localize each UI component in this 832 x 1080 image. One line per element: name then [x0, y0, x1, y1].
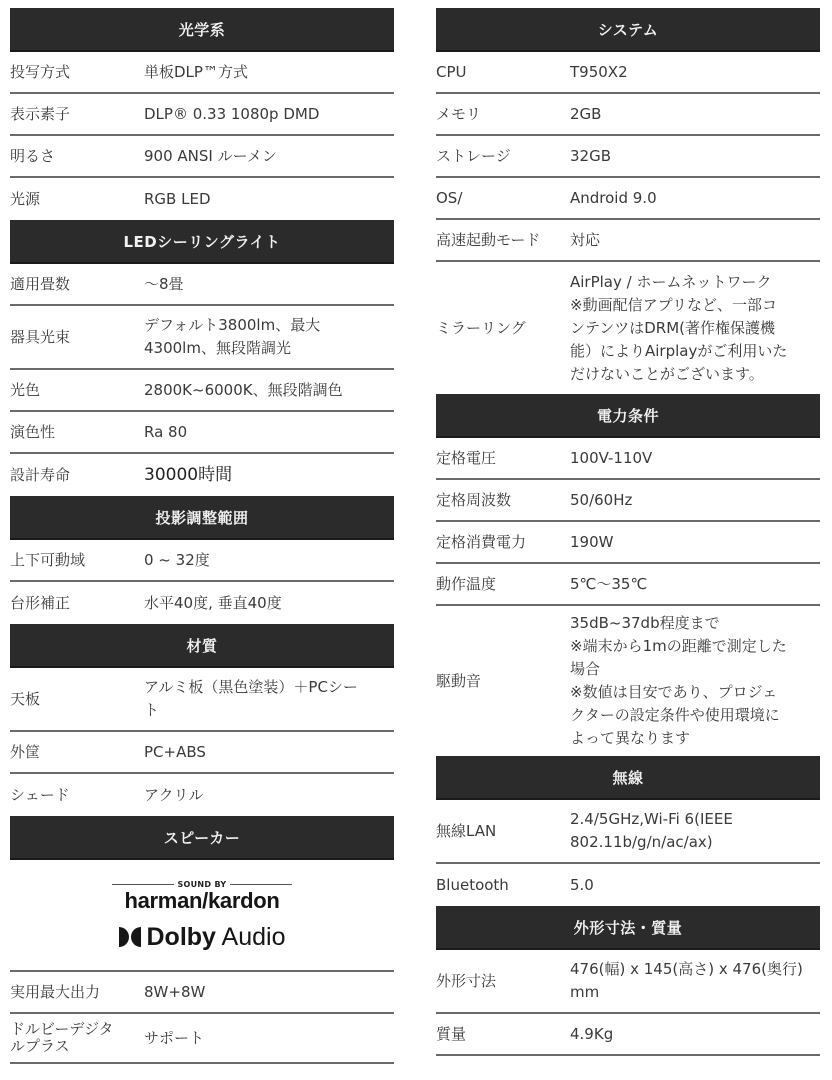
- spec-value-line: ト: [144, 701, 160, 719]
- spec-value: PC+ABS: [144, 742, 206, 761]
- spec-value: アクリル: [144, 785, 204, 804]
- spec-value: [144, 308, 394, 366]
- spec-column-right: [436, 8, 820, 1056]
- spec-row: [10, 178, 394, 220]
- spec-label: 天板: [10, 689, 41, 708]
- spec-row: [436, 864, 820, 906]
- spec-row: [10, 370, 394, 412]
- spec-value: 900 ANSI ルーメン: [144, 146, 277, 165]
- spec-row: [436, 950, 820, 1014]
- spec-value: 水平40度, 垂直40度: [144, 593, 282, 612]
- spec-row: [436, 438, 820, 480]
- spec-label: 外形寸法: [436, 971, 497, 990]
- spec-value: 50/60Hz: [570, 490, 633, 509]
- spec-label: ストレージ: [436, 146, 511, 165]
- spec-label: ミラーリング: [436, 318, 526, 337]
- spec-label: 光色: [10, 380, 41, 399]
- spec-row: [436, 262, 820, 394]
- spec-value: 8W+8W: [144, 982, 206, 1001]
- spec-value: 100V-110V: [570, 448, 653, 467]
- spec-label: 動作温度: [436, 574, 497, 593]
- spec-value-line: AirPlay / ホームネットワーク: [570, 272, 772, 291]
- spec-value: サポート: [144, 1028, 205, 1047]
- spec-row: [10, 306, 394, 370]
- logo-rule: [112, 884, 174, 885]
- spec-label: 定格消費電力: [436, 532, 527, 551]
- spec-label: 台形補正: [10, 593, 71, 612]
- spec-row: [436, 1014, 820, 1056]
- spec-label: 高速起動モード: [436, 230, 541, 249]
- spec-value: [570, 952, 820, 1010]
- spec-value: 対応: [570, 230, 601, 249]
- section-header-speaker: スピーカー: [10, 816, 394, 860]
- spec-value-line: 場合: [570, 660, 601, 678]
- logo-rule: [230, 884, 292, 885]
- spec-label: 実用最大出力: [10, 982, 101, 1001]
- spec-value-line: 2.4/5GHz,Wi-Fi 6(IEEE: [570, 810, 733, 828]
- spec-row: [10, 94, 394, 136]
- spec-label: 表示素子: [10, 104, 71, 123]
- spec-row: [10, 264, 394, 306]
- spec-row: [10, 774, 394, 816]
- spec-value: 単板DLP™方式: [144, 62, 248, 81]
- spec-row: [10, 412, 394, 454]
- dolby-wordmark: Dolby: [146, 922, 216, 951]
- spec-value-line: デフォルト3800lm、最大: [144, 316, 321, 334]
- spec-value: 5℃～35℃: [570, 574, 648, 593]
- spec-row: [10, 136, 394, 178]
- section-header-power: 電力条件: [436, 394, 820, 438]
- spec-label: 定格電圧: [436, 448, 497, 467]
- spec-row: [10, 732, 394, 774]
- spec-label: 明るさ: [10, 146, 56, 165]
- spec-label: 適用畳数: [10, 274, 71, 293]
- spec-label: 外筐: [10, 742, 41, 761]
- spec-label: シェード: [10, 785, 70, 804]
- spec-value-line: 802.11b/g/n/ac/ax): [570, 833, 713, 851]
- spec-value: ～8畳: [144, 274, 184, 293]
- spec-label: OS/: [436, 188, 463, 207]
- spec-value-line: 4300lm、無段階調光: [144, 339, 291, 357]
- spec-value: T950X2: [570, 62, 628, 81]
- spec-row: [436, 178, 820, 220]
- harman-kardon-logo: [112, 880, 291, 913]
- spec-label: Bluetooth: [436, 875, 509, 894]
- spec-value-line: 476(幅) x 145(高さ) x 476(奥行): [570, 960, 803, 978]
- spec-value-line: mm: [570, 983, 600, 1001]
- spec-row: [10, 1014, 394, 1064]
- spec-row: [10, 52, 394, 94]
- harman-kardon-name: harman/kardon: [124, 887, 280, 913]
- dolby-double-d-icon: [119, 927, 141, 947]
- spec-value-line: だけないことがございます。: [570, 364, 764, 383]
- spec-row: [10, 668, 394, 732]
- dolby-audio-logo: [119, 923, 286, 951]
- spec-column-left: [10, 8, 394, 1064]
- spec-value-line: よって異なります: [570, 729, 691, 747]
- spec-value: Android 9.0: [570, 188, 657, 207]
- spec-label: 上下可動域: [10, 550, 86, 569]
- spec-row: [436, 480, 820, 522]
- spec-value-line: 能）によりAirplayがご利用いた: [570, 341, 788, 360]
- spec-label: 投写方式: [10, 62, 71, 81]
- spec-value: DLP® 0.33 1080p DMD: [144, 104, 320, 123]
- spec-row: [10, 582, 394, 624]
- spec-row: [436, 800, 820, 864]
- spec-row: [436, 52, 820, 94]
- spec-label: 無線LAN: [436, 821, 497, 840]
- spec-label: 質量: [436, 1024, 467, 1043]
- spec-value-line: アルミ板（黒色塗装）＋PCシー: [144, 678, 358, 696]
- spec-value: 190W: [570, 532, 614, 551]
- spec-value: 32GB: [570, 146, 612, 165]
- harman-kardon-tagline: SOUND BY: [177, 879, 227, 889]
- spec-value-line: ※数値は目安であり、プロジェ: [570, 683, 778, 701]
- spec-label: 光源: [10, 189, 41, 208]
- spec-row: [436, 220, 820, 262]
- spec-label: 設計寿命: [10, 465, 71, 484]
- section-header-dimensions: 外形寸法・質量: [436, 906, 820, 950]
- spec-label: [10, 1021, 144, 1055]
- spec-value: Ra 80: [144, 422, 188, 441]
- section-header-system: システム: [436, 8, 820, 52]
- spec-row: [436, 94, 820, 136]
- spec-row: [10, 972, 394, 1014]
- spec-label: 駆動音: [436, 671, 482, 690]
- spec-value: 2800K~6000K、無段階調色: [144, 380, 343, 399]
- spec-value: RGB LED: [144, 189, 211, 208]
- spec-row: [10, 454, 394, 496]
- spec-label: 器具光束: [10, 327, 71, 346]
- spec-value-line: 35dB~37db程度まで: [570, 614, 720, 632]
- section-header-optics: 光学系: [10, 8, 394, 52]
- speaker-logos: [10, 860, 394, 972]
- spec-row: [436, 522, 820, 564]
- spec-value: [570, 606, 820, 756]
- spec-value-line: ※端末から1mの距離で測定した: [570, 637, 787, 655]
- spec-row: [436, 564, 820, 606]
- spec-label: 定格周波数: [436, 490, 512, 509]
- spec-value: [144, 670, 394, 728]
- spec-value: 5.0: [570, 875, 594, 894]
- section-header-wireless: 無線: [436, 756, 820, 800]
- spec-value: [570, 802, 820, 860]
- dolby-audio-wordmark: Audio: [221, 922, 286, 951]
- spec-value: [570, 265, 820, 392]
- spec-value-line: ※動画配信アプリなど、一部コ: [570, 295, 777, 314]
- spec-label-line: ドルビーデジタ: [10, 1020, 114, 1038]
- spec-label: メモリ: [436, 104, 482, 123]
- spec-value: 4.9Kg: [570, 1024, 614, 1043]
- spec-value-line: クターの設定条件や使用環境に: [570, 706, 780, 724]
- section-header-ceiling-light: LEDシーリングライト: [10, 220, 394, 264]
- spec-row: [436, 136, 820, 178]
- spec-label: 演色性: [10, 422, 56, 441]
- spec-label-line: ルプラス: [10, 1037, 70, 1055]
- spec-row: [436, 606, 820, 756]
- spec-value: 30000時間: [144, 464, 233, 485]
- spec-label: CPU: [436, 62, 467, 81]
- spec-value: 2GB: [570, 104, 602, 123]
- section-header-projection-adjust: 投影調整範囲: [10, 496, 394, 540]
- spec-value-line: ンテンツはDRM(著作権保護機: [570, 318, 776, 337]
- spec-row: [10, 540, 394, 582]
- spec-value: 0 ~ 32度: [144, 550, 210, 569]
- section-header-material: 材質: [10, 624, 394, 668]
